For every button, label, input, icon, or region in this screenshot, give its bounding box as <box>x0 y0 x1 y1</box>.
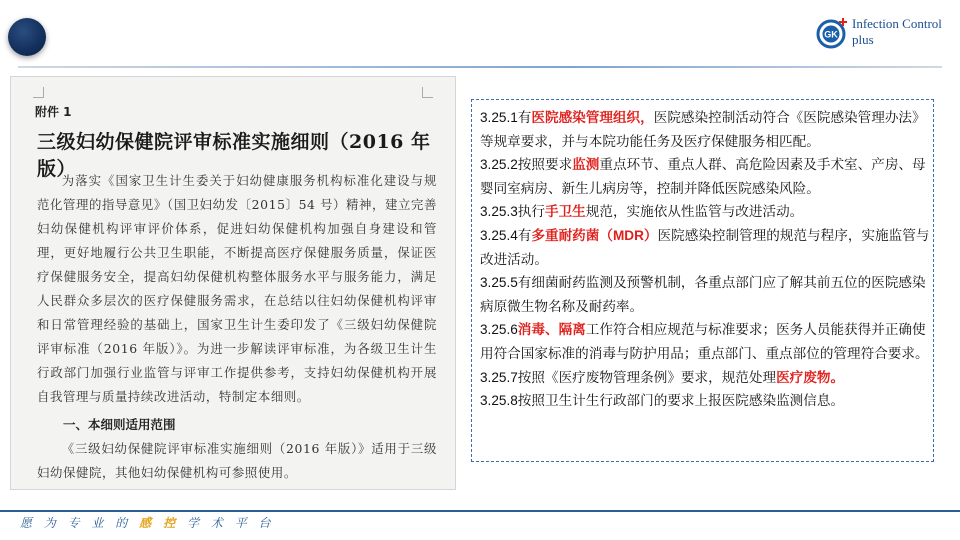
footer-divider <box>0 510 960 512</box>
crop-mark <box>33 87 44 98</box>
gk-logo-icon <box>816 15 850 49</box>
document-paragraph: 《三级妇幼保健院评审标准实施细则（2016 年版）》适用于三级妇幼保健院，其他妇幼保健机构可参照使用。 <box>37 441 437 480</box>
standard-item: 3.25.6消毒、隔离工作符合相应规范与标准要求；医务人员能获得并正确使用符合国家标准的消毒与防护用品；重点部门、重点部位的管理符合要求。 <box>480 322 929 361</box>
document-body <box>37 169 437 409</box>
brand-logo <box>816 12 960 52</box>
logo-letters: GK <box>824 29 838 40</box>
header-divider <box>18 66 942 68</box>
document-body <box>37 437 437 485</box>
standard-item: 3.25.3执行手卫生规范，实施依从性监管与改进活动。 <box>480 204 804 220</box>
standard-item: 3.25.5有细菌耐药监测及预警机制，各重点部门应了解其前五位的医院感染病原微生物名称及耐药率。 <box>480 275 926 314</box>
crop-mark <box>422 87 433 98</box>
document-section-heading: 一、本细则适用范围 <box>63 417 176 432</box>
standard-item: 3.25.1有医院感染管理组织，医院感染控制活动符合《医院感染管理办法》等规章要求，并与本院功能任务及医疗保健服务相匹配。 <box>480 110 926 149</box>
standards-list <box>480 106 932 413</box>
standard-item: 3.25.2按照要求监测重点环节、重点人群、高危险因素及手术室、产房、母婴同室病房、新生儿病房等，控制并降低医院感染风险。 <box>480 157 926 196</box>
brand-text: Infection Control plus <box>852 16 942 47</box>
document-paragraph: 为落实《国家卫生计生委关于妇幼健康服务机构标准化建设与规范化管理的指导意见》（国卫妇幼发〔2015〕54 号）精神，建立完善妇幼保健机构评审评价体系，促进妇幼保健机构加强自身建设和管理，更好地履行公共卫生职能，不断提高医疗保健服务质量，保证医疗保健服务安全，提高妇幼保健机构整体服务水平与服务能力，满足人民群众多层次的医疗保健服务需求，在总结以往妇幼保健机构评审和日常管理经验的基础上，国家卫生计生委印发了《三级妇幼保健院评审标准（2016 年版）》。为进一步解读评审标准，为各级卫生计生行政部门加强行业监管与评审工作提供参考，支持妇幼保健机构开展自我管理与质量持续改进活动，特制定本细则。 <box>37 173 437 404</box>
document-title: 三级妇幼保健院评审标准实施细则（2016 年版） <box>37 131 431 180</box>
standard-item: 3.25.4有多重耐药菌（MDR）医院感染控制管理的规范与程序，实施监管与改进活动。 <box>480 227 930 267</box>
attachment-label: 附件 1 <box>35 105 72 119</box>
decorative-circle <box>8 18 46 56</box>
footer-slogan: 愿 为 专 业 的 感 控 学 术 平 台 <box>20 516 275 530</box>
document-image <box>10 76 456 490</box>
standard-item: 3.25.8按照卫生计生行政部门的要求上报医院感染监测信息。 <box>480 393 845 409</box>
standards-box <box>471 99 934 462</box>
standard-item: 3.25.7按照《医疗废物管理条例》要求，规范处理医疗废物。 <box>480 369 845 385</box>
